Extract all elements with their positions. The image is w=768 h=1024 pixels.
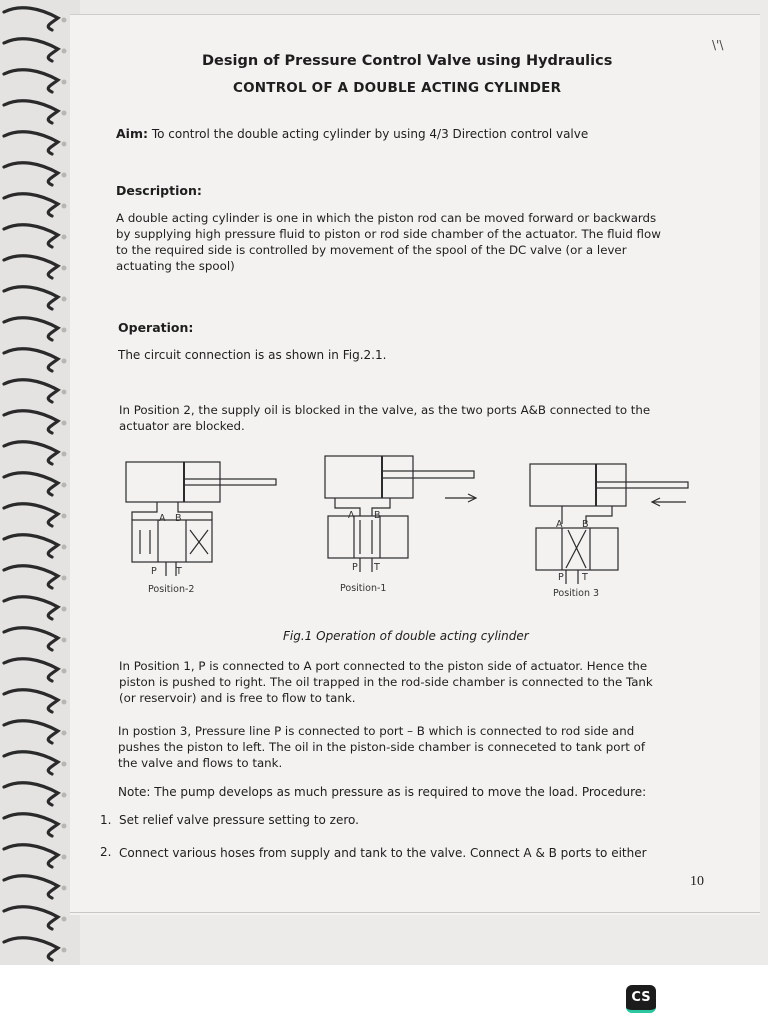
description-paragraph xyxy=(116,210,661,274)
binding-hole xyxy=(62,421,67,426)
port-a-label: A xyxy=(159,513,166,524)
document-subtitle: CONTROL OF A DOUBLE ACTING CYLINDER xyxy=(233,80,562,96)
corner-mark: \'\ xyxy=(712,38,724,52)
position-3-label: Position 3 xyxy=(553,588,600,599)
aim-text: To control the double acting cylinder by using 4/3 Direction control valve xyxy=(151,127,589,141)
binding-hole xyxy=(62,80,67,85)
piston-rod xyxy=(596,482,688,488)
position3-line: the valve and flows to tank. xyxy=(118,756,283,770)
cylinder-barrel xyxy=(325,456,413,498)
binding-hole xyxy=(62,18,67,23)
spiral-binding xyxy=(0,0,80,965)
binding-hole xyxy=(62,328,67,333)
binding-hole xyxy=(62,49,67,54)
binding-hole xyxy=(62,669,67,674)
binding-hole xyxy=(62,235,67,240)
binding-hole xyxy=(62,638,67,643)
binding-hole xyxy=(62,948,67,953)
position3-paragraph xyxy=(118,723,645,771)
page-bottom-rule xyxy=(70,912,760,913)
binding-hole xyxy=(62,204,67,209)
camscanner-logo-icon: CS xyxy=(626,985,656,1013)
binding-hole xyxy=(62,793,67,798)
position1-line: In Position 1, P is connected to A port connected to the piston side of actuator. Hence the xyxy=(119,659,648,673)
binding-hole xyxy=(62,483,67,488)
position1-line: piston is pushed to right. The oil trapped in the rod-side chamber is connected to the Tank xyxy=(119,675,653,689)
position-2-diagram xyxy=(126,462,276,576)
document-title: Design of Pressure Control Valve using Hydraulics xyxy=(202,53,613,69)
binding-hole xyxy=(62,576,67,581)
binding-hole xyxy=(62,824,67,829)
figure-caption: Fig.1 Operation of double acting cylinder xyxy=(283,629,529,643)
position-1-label: Position-1 xyxy=(340,583,387,594)
binding-hole xyxy=(62,142,67,147)
piston-rod xyxy=(184,479,276,485)
port-p-label: P xyxy=(151,566,157,577)
description-line: A double acting cylinder is one in which the piston rod can be moved forward or backwards xyxy=(116,211,657,225)
binding-hole xyxy=(62,917,67,922)
position3-line: pushes the piston to left. The oil in the piston-side chamber is conneceted to tank port of xyxy=(118,740,646,754)
binding-hole xyxy=(62,111,67,116)
binding-hole xyxy=(62,452,67,457)
circuit-text: The circuit connection is as shown in Fig.2.1. xyxy=(118,348,387,362)
cylinder-barrel xyxy=(530,464,626,506)
position2-line: In Position 2, the supply oil is blocked in the valve, as the two ports A&B connected to the xyxy=(119,403,651,417)
position1-paragraph xyxy=(119,658,653,706)
position1-line: (or reservoir) and is free to flow to tank. xyxy=(119,691,356,705)
port-t-label: T xyxy=(582,572,588,583)
port-t-label: T xyxy=(374,562,380,573)
binding-hole xyxy=(62,390,67,395)
binding-hole xyxy=(62,266,67,271)
binding-hole xyxy=(62,297,67,302)
aim-label: Aim: xyxy=(116,126,148,141)
page-number: 10 xyxy=(690,874,704,889)
port-b-label: B xyxy=(374,510,381,521)
procedure-number: 1. xyxy=(100,813,112,827)
position-2-label: Position-2 xyxy=(148,584,195,595)
binding-hole xyxy=(62,545,67,550)
port-a-label: A xyxy=(348,510,355,521)
port-b-label: B xyxy=(175,513,182,524)
port-a-label: A xyxy=(556,519,563,530)
binding-hole xyxy=(62,886,67,891)
hydraulic-circuit-figure xyxy=(110,450,710,610)
position2-line: actuator are blocked. xyxy=(119,419,245,433)
port-p-label: P xyxy=(352,562,358,573)
binding-hole xyxy=(62,607,67,612)
procedure-step: Connect various hoses from supply and tank to the valve. Connect A & B ports to either xyxy=(119,846,647,860)
note-line: Note: The pump develops as much pressure as is required to move the load. Procedure: xyxy=(118,785,647,799)
binding-hole xyxy=(62,173,67,178)
binding-hole xyxy=(62,700,67,705)
valve-body xyxy=(328,516,408,558)
operation-heading: Operation: xyxy=(118,320,194,335)
description-line: to the required side is controlled by movement of the spool of the DC valve (or a lever xyxy=(116,243,627,257)
binding-hole xyxy=(62,855,67,860)
binding-hole xyxy=(62,762,67,767)
binding-hole xyxy=(62,731,67,736)
position-3-diagram xyxy=(530,464,688,584)
description-line: by supplying high pressure fluid to piston or rod side chamber of the actuator. The fluid flow xyxy=(116,227,661,241)
port-t-label: T xyxy=(176,566,182,577)
position2-paragraph xyxy=(119,402,650,434)
binding-hole xyxy=(62,514,67,519)
port-b-label: B xyxy=(582,519,589,530)
procedure-number: 2. xyxy=(100,845,112,859)
procedure-step: Set relief valve pressure setting to zero. xyxy=(119,813,359,827)
piston-rod xyxy=(382,471,474,478)
description-line: actuating the spool) xyxy=(116,259,235,273)
port-p-label: P xyxy=(558,572,564,583)
aim-line xyxy=(116,126,588,141)
binding-hole xyxy=(62,359,67,364)
position3-line: In postion 3, Pressure line P is connected to port – B which is connected to rod side and xyxy=(118,724,635,738)
description-heading: Description: xyxy=(116,183,202,198)
cylinder-barrel xyxy=(126,462,220,502)
